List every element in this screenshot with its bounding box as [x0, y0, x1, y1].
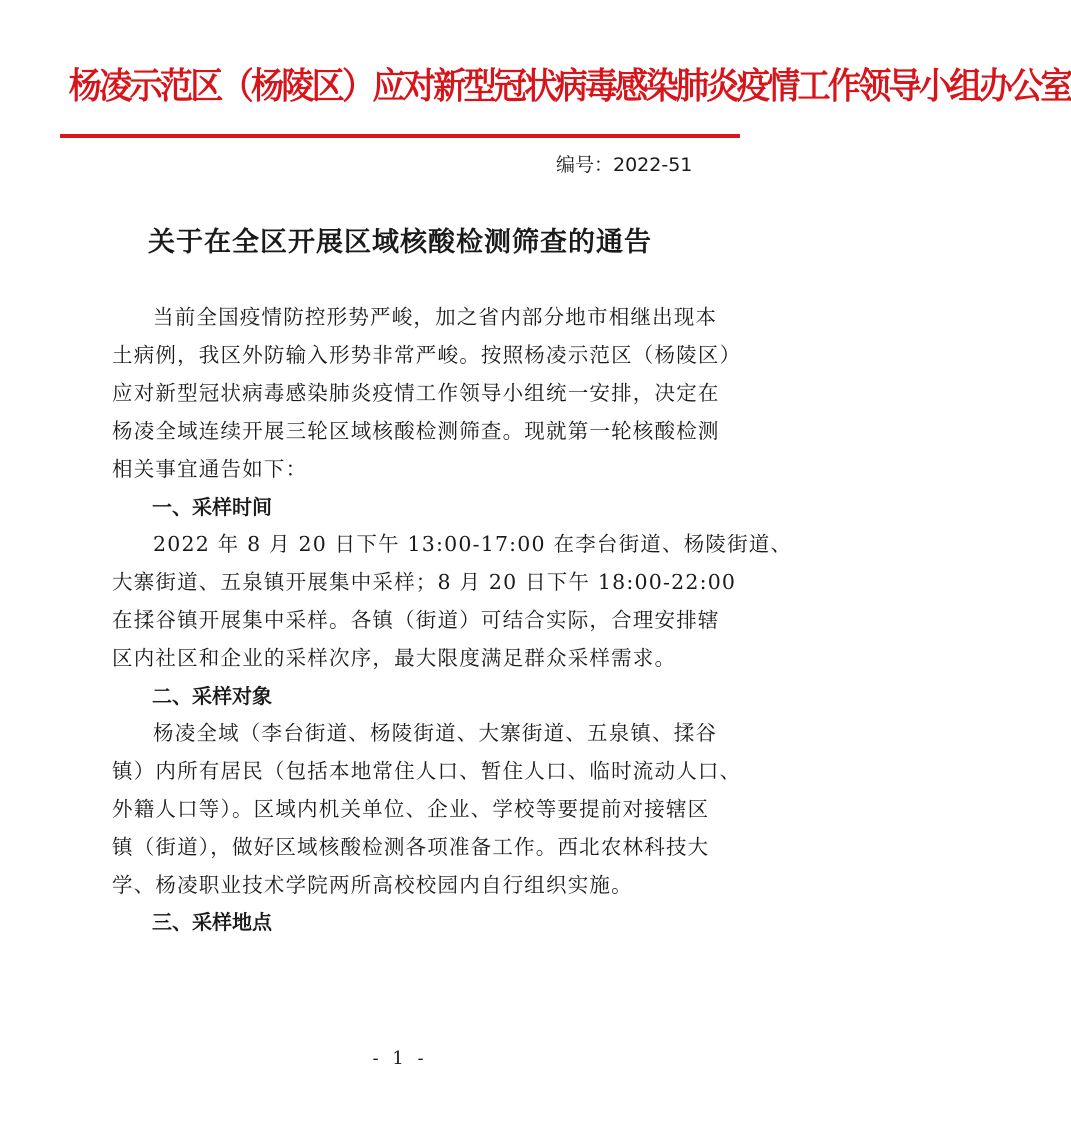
document-number: 编号：2022-51 — [556, 154, 693, 176]
paragraph-line: 学、杨凌职业技术学院两所高校校园内自行组织实施。 — [112, 873, 633, 897]
section-heading-sampling-targets: 二、采样对象 — [152, 684, 272, 708]
paragraph-line: 当前全国疫情防控形势严峻，加之省内部分地市相继出现本 — [153, 305, 718, 329]
paragraph-line: 大寨街道、五泉镇开展集中采样；8 月 20 日下午 18:00-22:00 — [112, 570, 737, 594]
section-heading-sampling-time: 一、采样时间 — [152, 495, 272, 519]
notice-title: 关于在全区开展区域核酸检测筛查的通告 — [148, 227, 652, 258]
organization-header-title: 杨凌示范区（杨陵区）应对新型冠状病毒感染肺炎疫情工作领导小组办公室 — [68, 65, 1071, 107]
paragraph-line: 土病例，我区外防输入形势非常严峻。按照杨凌示范区（杨陵区） — [112, 343, 742, 367]
paragraph-line: 外籍人口等）。区域内机关单位、企业、学校等要提前对接辖区 — [112, 797, 710, 821]
section-heading-sampling-locations: 三、采样地点 — [152, 910, 272, 934]
header-red-rule — [60, 134, 740, 138]
paragraph-line: 在揉谷镇开展集中采样。各镇（街道）可结合实际，合理安排辖 — [112, 608, 720, 632]
section-paragraph-sampling-time — [112, 525, 793, 677]
paragraph-line: 区内社区和企业的采样次序，最大限度满足群众采样需求。 — [112, 646, 677, 670]
paragraph-line: 杨凌全域（李台街道、杨陵街道、大寨街道、五泉镇、揉谷 — [153, 721, 718, 745]
intro-paragraph — [112, 298, 742, 488]
paragraph-line: 2022 年 8 月 20 日下午 13:00-17:00 在李台街道、杨陵街道、 — [153, 532, 793, 556]
paragraph-line: 相关事宜通告如下： — [112, 457, 308, 481]
paragraph-line: 镇）内所有居民（包括本地常住人口、暂住人口、临时流动人口、 — [112, 759, 742, 783]
paragraph-line: 杨凌全域连续开展三轮区域核酸检测筛查。现就第一轮核酸检测 — [112, 419, 720, 443]
paragraph-line: 镇（街道），做好区域核酸检测各项准备工作。西北农林科技大 — [112, 835, 710, 859]
section-paragraph-sampling-targets — [112, 714, 742, 904]
paragraph-line: 应对新型冠状病毒感染肺炎疫情工作领导小组统一安排，决定在 — [112, 381, 720, 405]
page-number: - 1 - — [372, 1048, 428, 1069]
